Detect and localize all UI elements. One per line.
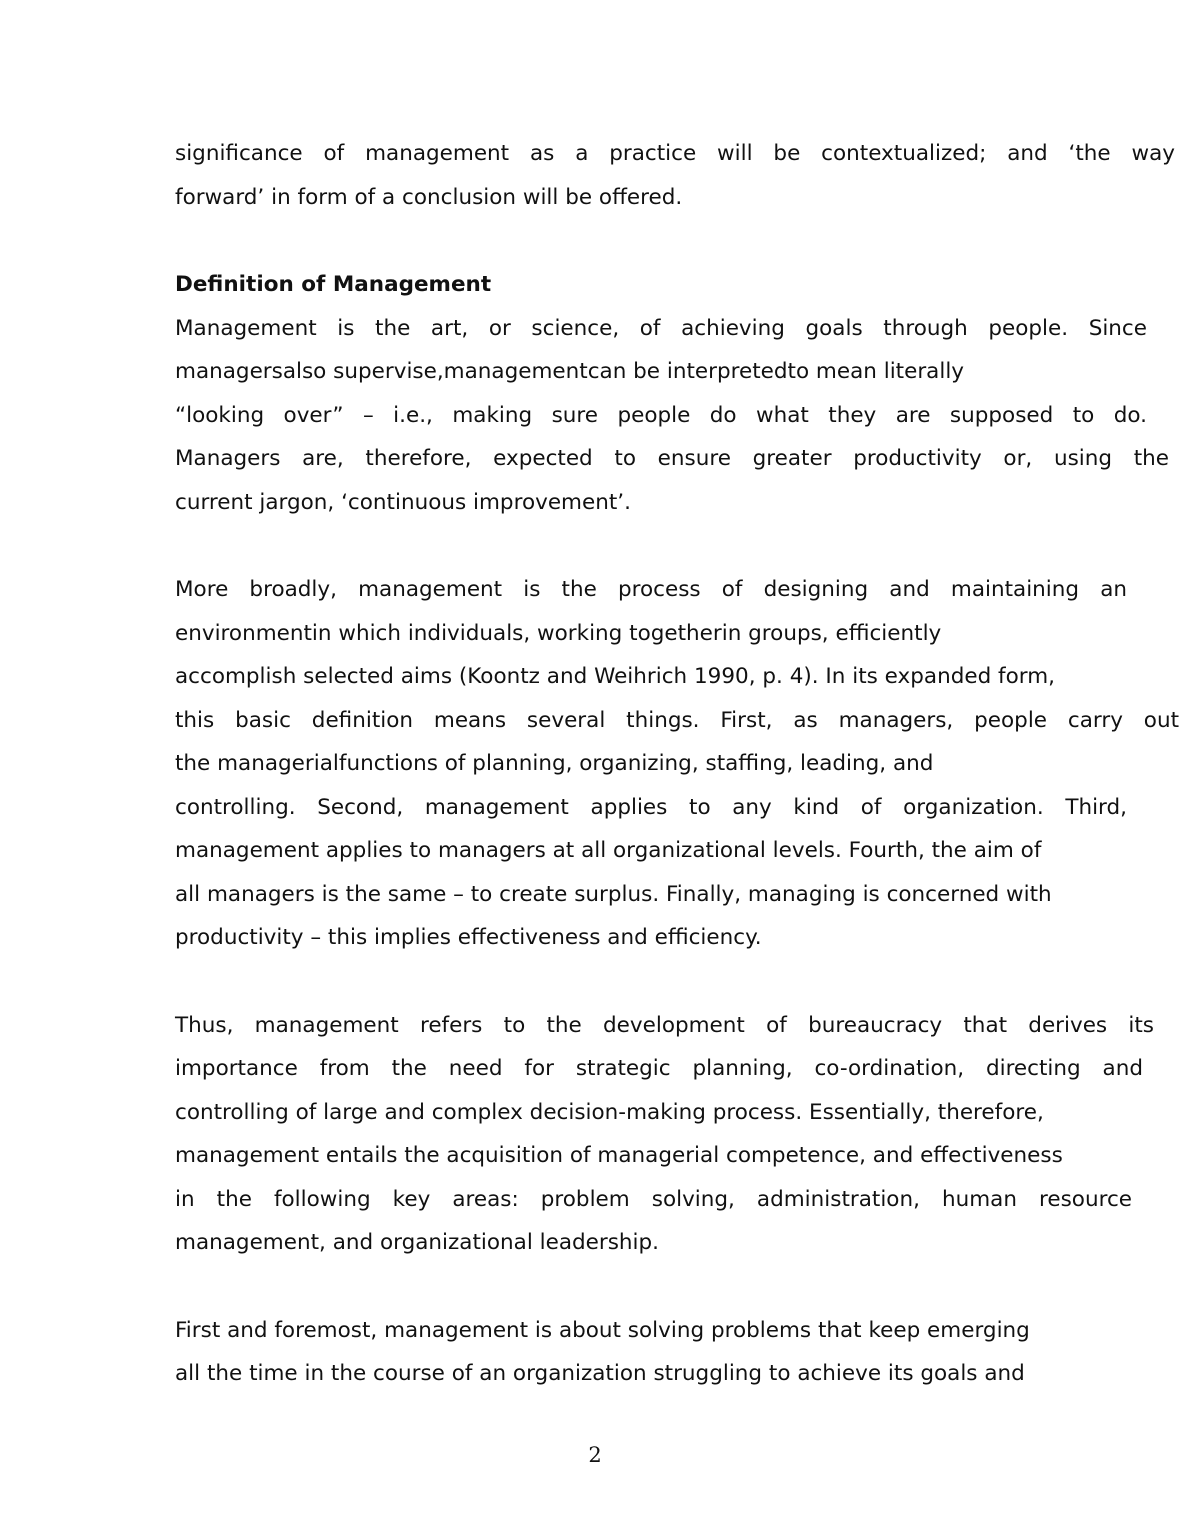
text-line: Managers are, therefore, expected to ensure greater productivity or, using the: [175, 446, 1169, 471]
text-line: in the following key areas: problem solving, administration, human resource: [175, 1186, 1132, 1212]
text-line: current jargon, ‘continuous improvement’.: [175, 489, 631, 515]
paragraph-thus: [175, 1004, 1154, 1265]
text-line: Management is the art, or science, of achieving goals through people. Since: [175, 315, 1147, 341]
paragraph-gap: [175, 1265, 1175, 1309]
text-line: “looking over” – i.e., making sure people do what they are supposed to do.: [175, 402, 1147, 428]
text-line: all the time in the course of an organization struggling to achieve its goals and: [175, 1361, 1025, 1386]
text-line: controlling. Second, management applies to any kind of organization. Third,: [175, 794, 1127, 820]
text-line: First and foremost, management is about solving problems that keep emerging: [175, 1317, 1030, 1343]
paragraph-broadly: [175, 568, 1179, 960]
text-line: this basic definition means several things. First, as managers, people carry out: [175, 707, 1179, 733]
text-line: More broadly, management is the process of designing and maintaining an: [175, 577, 1127, 602]
paragraph-first: [175, 1309, 1175, 1396]
page-body: [175, 132, 1179, 1396]
text-line: forward’ in form of a conclusion will be offered.: [175, 184, 683, 210]
text-line: the managerialfunctions of planning, organizing, staffing, leading, and: [175, 751, 934, 776]
section-heading: Definition of Management: [175, 272, 492, 297]
text-line: management, and organizational leadership.: [175, 1230, 660, 1255]
text-line: controlling of large and complex decision-making process. Essentially, therefore,: [175, 1099, 1044, 1125]
text-line: environmentin which individuals, working togetherin groups, efficiently: [175, 620, 942, 646]
text-line: productivity – this implies effectiveness and efficiency.: [175, 925, 762, 950]
text-line: management applies to managers at all organizational levels. Fourth, the aim of: [175, 838, 1042, 863]
text-line: significance of management as a practice will be contextualized; and ‘the way: [175, 141, 1175, 166]
text-line: management entails the acquisition of managerial competence, and effectiveness: [175, 1143, 1063, 1168]
paragraph-definition: [175, 307, 1169, 525]
paragraph-gap: [175, 960, 1175, 1004]
text-line: accomplish selected aims (Koontz and Weihrich 1990, p. 4). In its expanded form,: [175, 664, 1056, 689]
paragraph-gap: [175, 524, 1175, 568]
page-number: 2: [588, 1443, 602, 1467]
intro-paragraph: [175, 132, 1175, 219]
text-line: managersalso supervise,managementcan be interpretedto mean literally: [175, 359, 965, 384]
paragraph-gap: [175, 219, 1175, 263]
text-line: importance from the need for strategic planning, co-ordination, directing and: [175, 1056, 1143, 1081]
text-line: Thus, management refers to the development of bureaucracy that derives its: [175, 1012, 1154, 1038]
text-line: all managers is the same – to create surplus. Finally, managing is concerned with: [175, 881, 1052, 907]
